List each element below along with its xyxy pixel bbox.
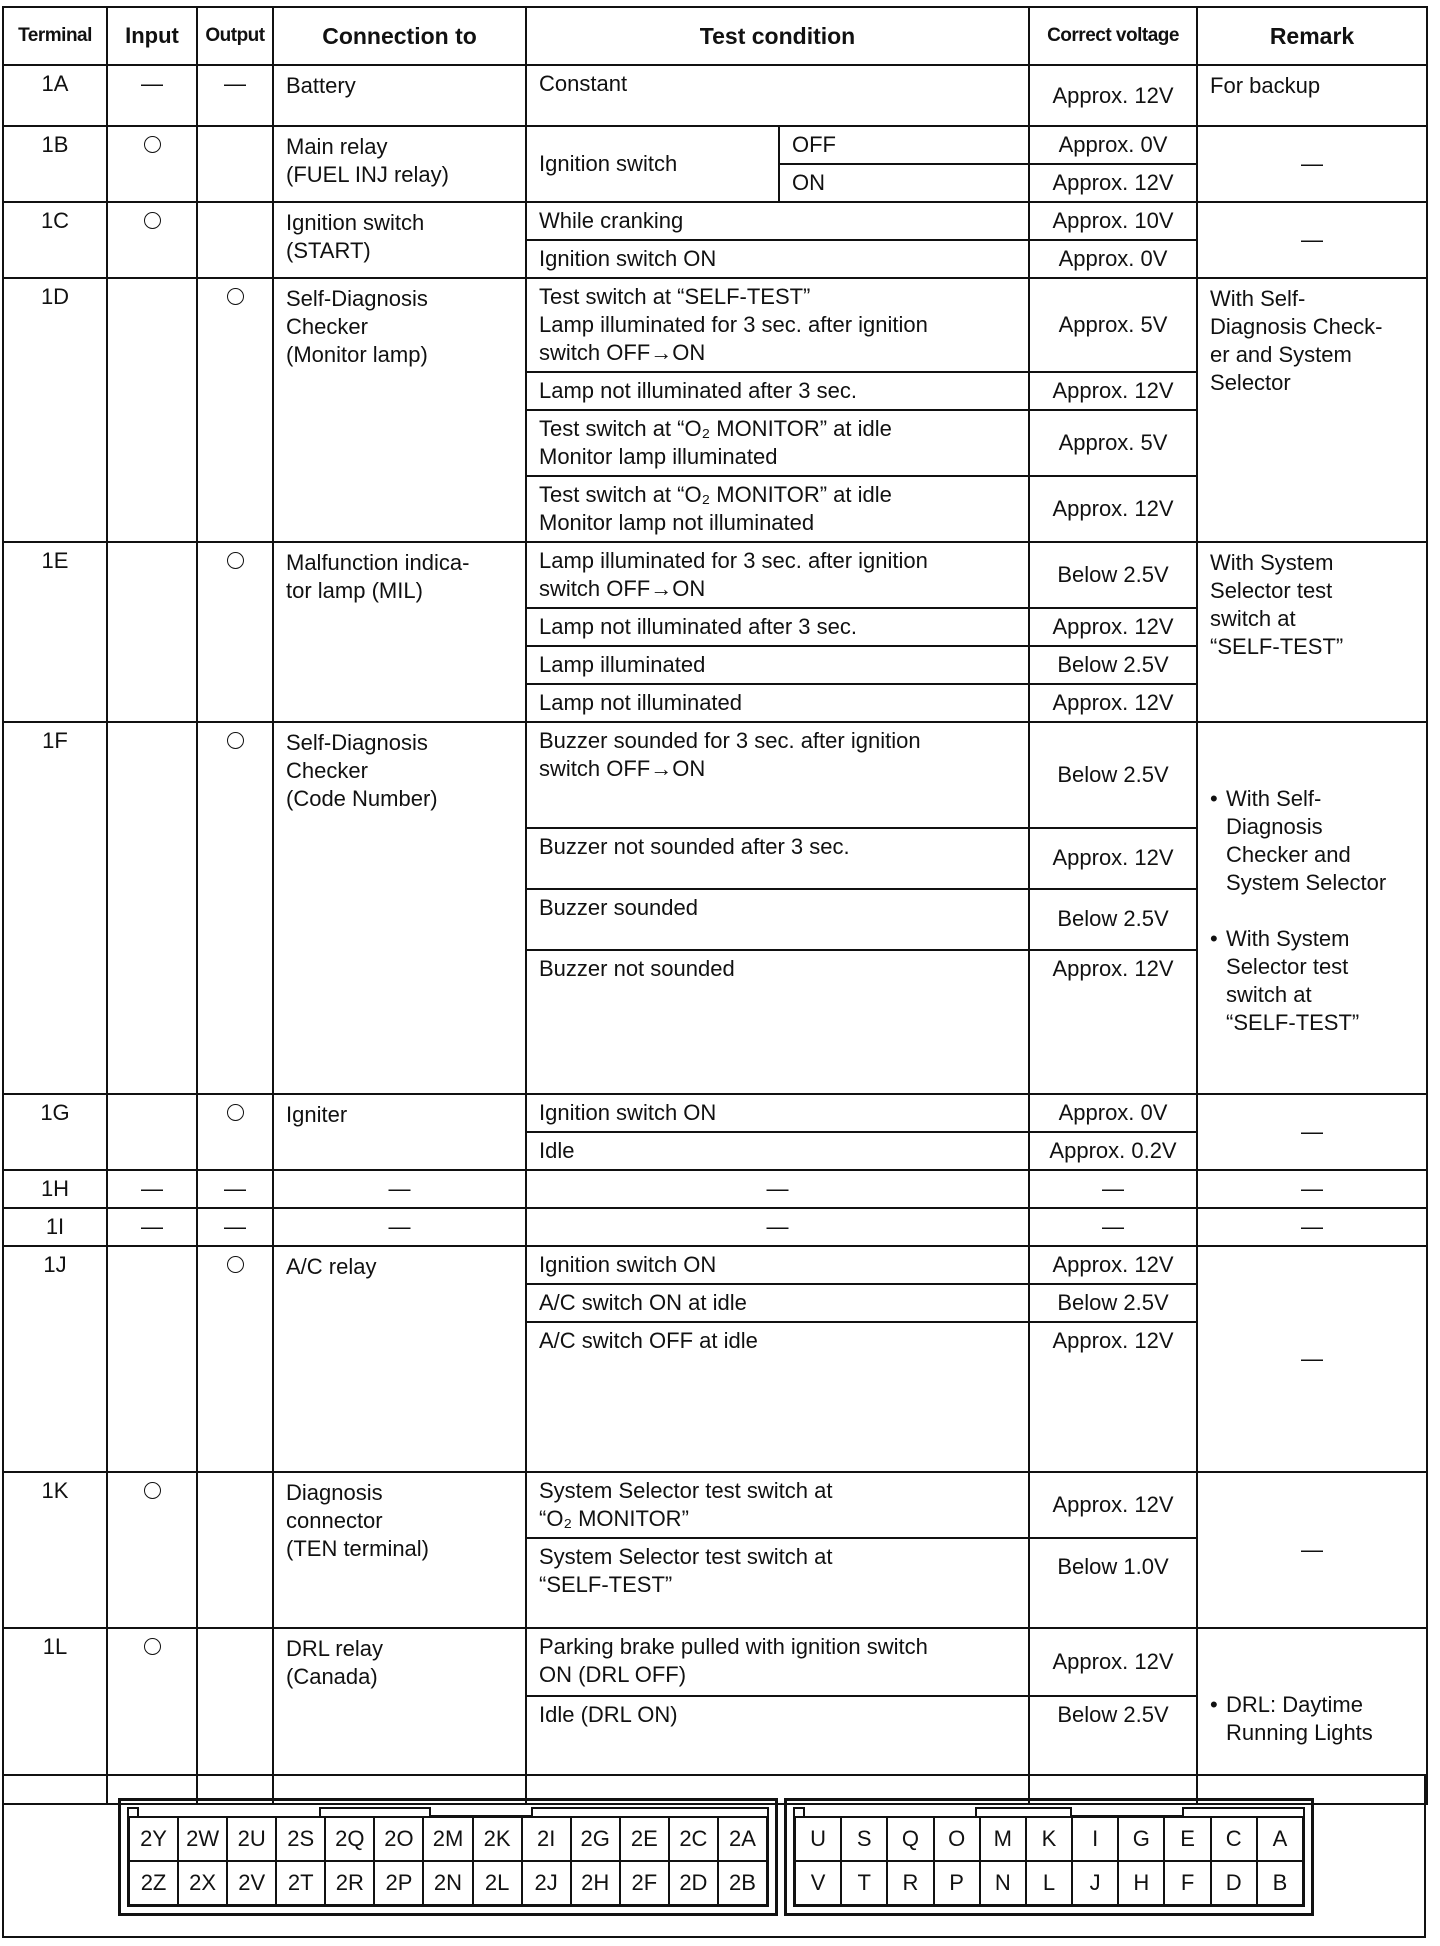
connection-cell: Main relay (FUEL INJ relay) [273, 126, 526, 202]
connector-pin: 2A [717, 1816, 768, 1862]
input-circle-icon [144, 212, 161, 229]
terminal-cell: 1L [3, 1628, 107, 1804]
connector-pin: 2L [472, 1860, 523, 1906]
connector-pin: 2H [570, 1860, 621, 1906]
table-row [3, 1628, 1427, 1696]
remark-cell: For backup [1197, 65, 1427, 126]
connection-cell: Self-Diagnosis Checker (Code Number) [273, 722, 526, 1094]
connector-pin: F [1163, 1860, 1211, 1906]
output-circle-icon [227, 1104, 244, 1121]
voltage-cell: Approx. 12V [1029, 828, 1197, 889]
connector-pin: B [1256, 1860, 1304, 1906]
remark-item: • With Self- Diagnosis Checker and System Selector [1210, 785, 1420, 897]
input-cell [107, 722, 197, 1094]
output-cell: — [197, 65, 273, 126]
connector-plug-right-body [793, 1807, 1305, 1907]
remark-cell: — [1197, 1246, 1427, 1472]
table-row [3, 126, 1427, 164]
voltage-cell: — [1029, 1208, 1197, 1246]
connector-pin: 2T [275, 1860, 326, 1906]
connector-pin-grid-left [129, 1817, 767, 1905]
voltage-cell: Approx. 12V [1029, 608, 1197, 646]
input-cell [107, 202, 197, 278]
condition-cell: Buzzer not sounded after 3 sec. [526, 828, 1029, 889]
voltage-cell: Below 2.5V [1029, 646, 1197, 684]
voltage-cell: Approx. 12V [1029, 476, 1197, 542]
output-cell [197, 722, 273, 1094]
voltage-cell: Below 1.0V [1029, 1538, 1197, 1628]
table-row [3, 722, 1427, 828]
connector-plug-right [784, 1798, 1314, 1916]
connection-cell: — [273, 1170, 526, 1208]
input-cell [107, 278, 197, 542]
connector-pin: 2E [619, 1816, 670, 1862]
connector-pin: 2V [226, 1860, 277, 1906]
connector-pin: U [794, 1816, 842, 1862]
condition-cell: Lamp illuminated for 3 sec. after ignition switch OFF→ON [526, 542, 1029, 608]
voltage-cell: Approx. 12V [1029, 950, 1197, 1094]
condition-cell: Lamp not illuminated after 3 sec. [526, 608, 1029, 646]
connector-pin: R [886, 1860, 934, 1906]
voltage-cell: Below 2.5V [1029, 1696, 1197, 1804]
connection-cell: Self-Diagnosis Checker (Monitor lamp) [273, 278, 526, 542]
connector-pin: 2B [717, 1860, 768, 1906]
output-circle-icon [227, 732, 244, 749]
output-cell [197, 1246, 273, 1472]
condition-cell: Lamp not illuminated after 3 sec. [526, 372, 1029, 410]
connector-plug-left-body [127, 1807, 769, 1907]
connection-cell: Diagnosis connector (TEN terminal) [273, 1472, 526, 1628]
remark-list [1210, 1663, 1420, 1775]
condition-cell: Ignition switch ON [526, 1246, 1029, 1284]
connector-pin: 2O [373, 1816, 424, 1862]
condition-cell: Constant [526, 65, 1029, 126]
condition-cell: System Selector test switch at “O₂ MONITOR” [526, 1472, 1029, 1538]
voltage-cell: Approx. 0.2V [1029, 1132, 1197, 1170]
connector-pin: 2U [226, 1816, 277, 1862]
connector-pin: 2K [472, 1816, 523, 1862]
remark-item: • With System Selector test switch at “SELF-TEST” [1210, 925, 1420, 1037]
remark-cell: With Self- Diagnosis Check- er and System Selector [1197, 278, 1427, 542]
connector-plug-left [118, 1798, 778, 1916]
connector-pin: 2M [422, 1816, 473, 1862]
voltage-cell: Approx. 12V [1029, 372, 1197, 410]
voltage-cell: Approx. 12V [1029, 1246, 1197, 1284]
terminal-cell: 1D [3, 278, 107, 542]
voltage-cell: Below 2.5V [1029, 542, 1197, 608]
voltage-cell: Below 2.5V [1029, 1284, 1197, 1322]
terminal-voltage-table [2, 6, 1428, 1805]
connector-pin: 2P [373, 1860, 424, 1906]
connector-pin: V [794, 1860, 842, 1906]
terminal-cell: 1B [3, 126, 107, 202]
condition-cell: While cranking [526, 202, 1029, 240]
remark-cell: — [1197, 1472, 1427, 1628]
condition-cell: Buzzer sounded [526, 889, 1029, 950]
condition-cell: Test switch at “SELF-TEST” Lamp illuminated for 3 sec. after ignition switch OFF→ON [526, 278, 1029, 372]
connector-pin: S [840, 1816, 888, 1862]
input-cell [107, 1246, 197, 1472]
condition-sub-cell: OFF [779, 126, 1029, 164]
condition-cell: Buzzer not sounded [526, 950, 1029, 1094]
connector-pin: 2N [422, 1860, 473, 1906]
connector-pin: G [1117, 1816, 1165, 1862]
voltage-cell: Approx. 10V [1029, 202, 1197, 240]
voltage-cell: Approx. 12V [1029, 684, 1197, 722]
connector-pin: A [1256, 1816, 1304, 1862]
connector-pin: M [979, 1816, 1027, 1862]
connection-cell: Malfunction indica- tor lamp (MIL) [273, 542, 526, 722]
condition-cell: Buzzer sounded for 3 sec. after ignition switch OFF→ON [526, 722, 1029, 828]
terminal-cell: 1G [3, 1094, 107, 1170]
table-row [3, 278, 1427, 372]
connection-cell: A/C relay [273, 1246, 526, 1472]
condition-cell: A/C switch OFF at idle [526, 1322, 1029, 1472]
voltage-cell: Approx. 0V [1029, 1094, 1197, 1132]
connector-pin: 2C [668, 1816, 719, 1862]
input-circle-icon [144, 1482, 161, 1499]
connector-pin: 2Q [324, 1816, 375, 1862]
table-row [3, 542, 1427, 608]
voltage-cell: Approx. 12V [1029, 164, 1197, 202]
header-output: Output [197, 7, 273, 65]
header-row [3, 7, 1427, 65]
terminal-cell: 1A [3, 65, 107, 126]
table-row [3, 1208, 1427, 1246]
condition-sub-cell: ON [779, 164, 1029, 202]
header-remark: Remark [1197, 7, 1427, 65]
table-row [3, 1246, 1427, 1284]
terminal-cell: 1K [3, 1472, 107, 1628]
table-row [3, 65, 1427, 126]
remark-item: • DRL: Daytime Running Lights [1210, 1691, 1420, 1747]
voltage-cell: Approx. 0V [1029, 240, 1197, 278]
output-cell [197, 278, 273, 542]
input-circle-icon [144, 136, 161, 153]
connector-pin: N [979, 1860, 1027, 1906]
output-circle-icon [227, 288, 244, 305]
voltage-cell: Below 2.5V [1029, 722, 1197, 828]
voltage-cell: Approx. 5V [1029, 410, 1197, 476]
condition-cell: System Selector test switch at “SELF-TEST” [526, 1538, 1029, 1628]
voltage-cell: Approx. 12V [1029, 1322, 1197, 1472]
condition-cell: Test switch at “O₂ MONITOR” at idle Monitor lamp not illuminated [526, 476, 1029, 542]
input-cell: — [107, 1208, 197, 1246]
remark-cell: — [1197, 1170, 1427, 1208]
connector-pin: 2R [324, 1860, 375, 1906]
table-row [3, 1170, 1427, 1208]
input-cell: — [107, 1170, 197, 1208]
input-cell [107, 542, 197, 722]
connector-pin: 2W [177, 1816, 228, 1862]
remark-cell [1197, 722, 1427, 1094]
condition-cell: Lamp illuminated [526, 646, 1029, 684]
connector-pin: 2S [275, 1816, 326, 1862]
output-cell [197, 202, 273, 278]
condition-cell: Ignition switch [526, 126, 779, 202]
condition-cell: Ignition switch ON [526, 1094, 1029, 1132]
remark-cell: — [1197, 126, 1427, 202]
condition-cell: — [526, 1170, 1029, 1208]
connector-pin: D [1210, 1860, 1258, 1906]
terminal-cell: 1E [3, 542, 107, 722]
voltage-cell: Approx. 0V [1029, 126, 1197, 164]
terminal-cell: 1I [3, 1208, 107, 1246]
input-circle-icon [144, 1638, 161, 1655]
connector-pin: K [1025, 1816, 1073, 1862]
connector-pin: H [1117, 1860, 1165, 1906]
connector-pin: 2I [521, 1816, 572, 1862]
output-cell: — [197, 1208, 273, 1246]
voltage-cell: Approx. 5V [1029, 278, 1197, 372]
terminal-cell: 1H [3, 1170, 107, 1208]
terminal-cell: 1F [3, 722, 107, 1094]
output-cell: — [197, 1170, 273, 1208]
table-row [3, 1472, 1427, 1538]
condition-cell: Ignition switch ON [526, 240, 1029, 278]
connector-pin: 2D [668, 1860, 719, 1906]
output-cell [197, 1094, 273, 1170]
table-row [3, 1094, 1427, 1132]
connector-pin: P [933, 1860, 981, 1906]
voltage-cell: — [1029, 1170, 1197, 1208]
output-circle-icon [227, 1256, 244, 1273]
remark-cell: — [1197, 202, 1427, 278]
condition-cell: A/C switch ON at idle [526, 1284, 1029, 1322]
input-cell [107, 1472, 197, 1628]
output-cell [197, 1472, 273, 1628]
output-cell [197, 126, 273, 202]
connector-pin: J [1071, 1860, 1119, 1906]
connector-pin: 2G [570, 1816, 621, 1862]
input-cell [107, 1094, 197, 1170]
connector-pin-grid-right [795, 1817, 1303, 1905]
connector-pin: Q [886, 1816, 934, 1862]
output-cell [197, 542, 273, 722]
header-test-condition: Test condition [526, 7, 1029, 65]
condition-cell: Parking brake pulled with ignition switch ON (DRL OFF) [526, 1628, 1029, 1696]
connector-pin: C [1210, 1816, 1258, 1862]
connection-cell: Ignition switch (START) [273, 202, 526, 278]
connector-pin: L [1025, 1860, 1073, 1906]
header-voltage: Correct voltage [1029, 7, 1197, 65]
voltage-cell: Approx. 12V [1029, 65, 1197, 126]
header-terminal: Terminal [3, 7, 107, 65]
connection-cell: — [273, 1208, 526, 1246]
table-row [3, 202, 1427, 240]
condition-cell: Test switch at “O₂ MONITOR” at idle Monitor lamp illuminated [526, 410, 1029, 476]
voltage-cell: Approx. 12V [1029, 1628, 1197, 1696]
voltage-cell: Approx. 12V [1029, 1472, 1197, 1538]
condition-cell: Idle (DRL ON) [526, 1696, 1029, 1804]
connector-pin: 2X [177, 1860, 228, 1906]
connector-pin: 2J [521, 1860, 572, 1906]
connection-cell: DRL relay (Canada) [273, 1628, 526, 1804]
voltage-cell: Below 2.5V [1029, 889, 1197, 950]
connection-cell: Igniter [273, 1094, 526, 1170]
remark-list [1210, 757, 1420, 1065]
connector-pin: I [1071, 1816, 1119, 1862]
output-circle-icon [227, 552, 244, 569]
terminal-cell: 1C [3, 202, 107, 278]
condition-cell: Lamp not illuminated [526, 684, 1029, 722]
input-cell: — [107, 65, 197, 126]
header-input: Input [107, 7, 197, 65]
connector-pin: 2F [619, 1860, 670, 1906]
connector-pin: 2Y [128, 1816, 179, 1862]
connector-pin: 2Z [128, 1860, 179, 1906]
connector-pin: E [1163, 1816, 1211, 1862]
connector-diagram [2, 1774, 1426, 1938]
remark-cell: With System Selector test switch at “SELF-TEST” [1197, 542, 1427, 722]
condition-cell: — [526, 1208, 1029, 1246]
connector-pin: T [840, 1860, 888, 1906]
input-cell [107, 126, 197, 202]
condition-cell: Idle [526, 1132, 1029, 1170]
connector-pin: O [933, 1816, 981, 1862]
remark-cell: — [1197, 1094, 1427, 1170]
connection-cell: Battery [273, 65, 526, 126]
terminal-cell: 1J [3, 1246, 107, 1472]
header-connection: Connection to [273, 7, 526, 65]
remark-cell: — [1197, 1208, 1427, 1246]
